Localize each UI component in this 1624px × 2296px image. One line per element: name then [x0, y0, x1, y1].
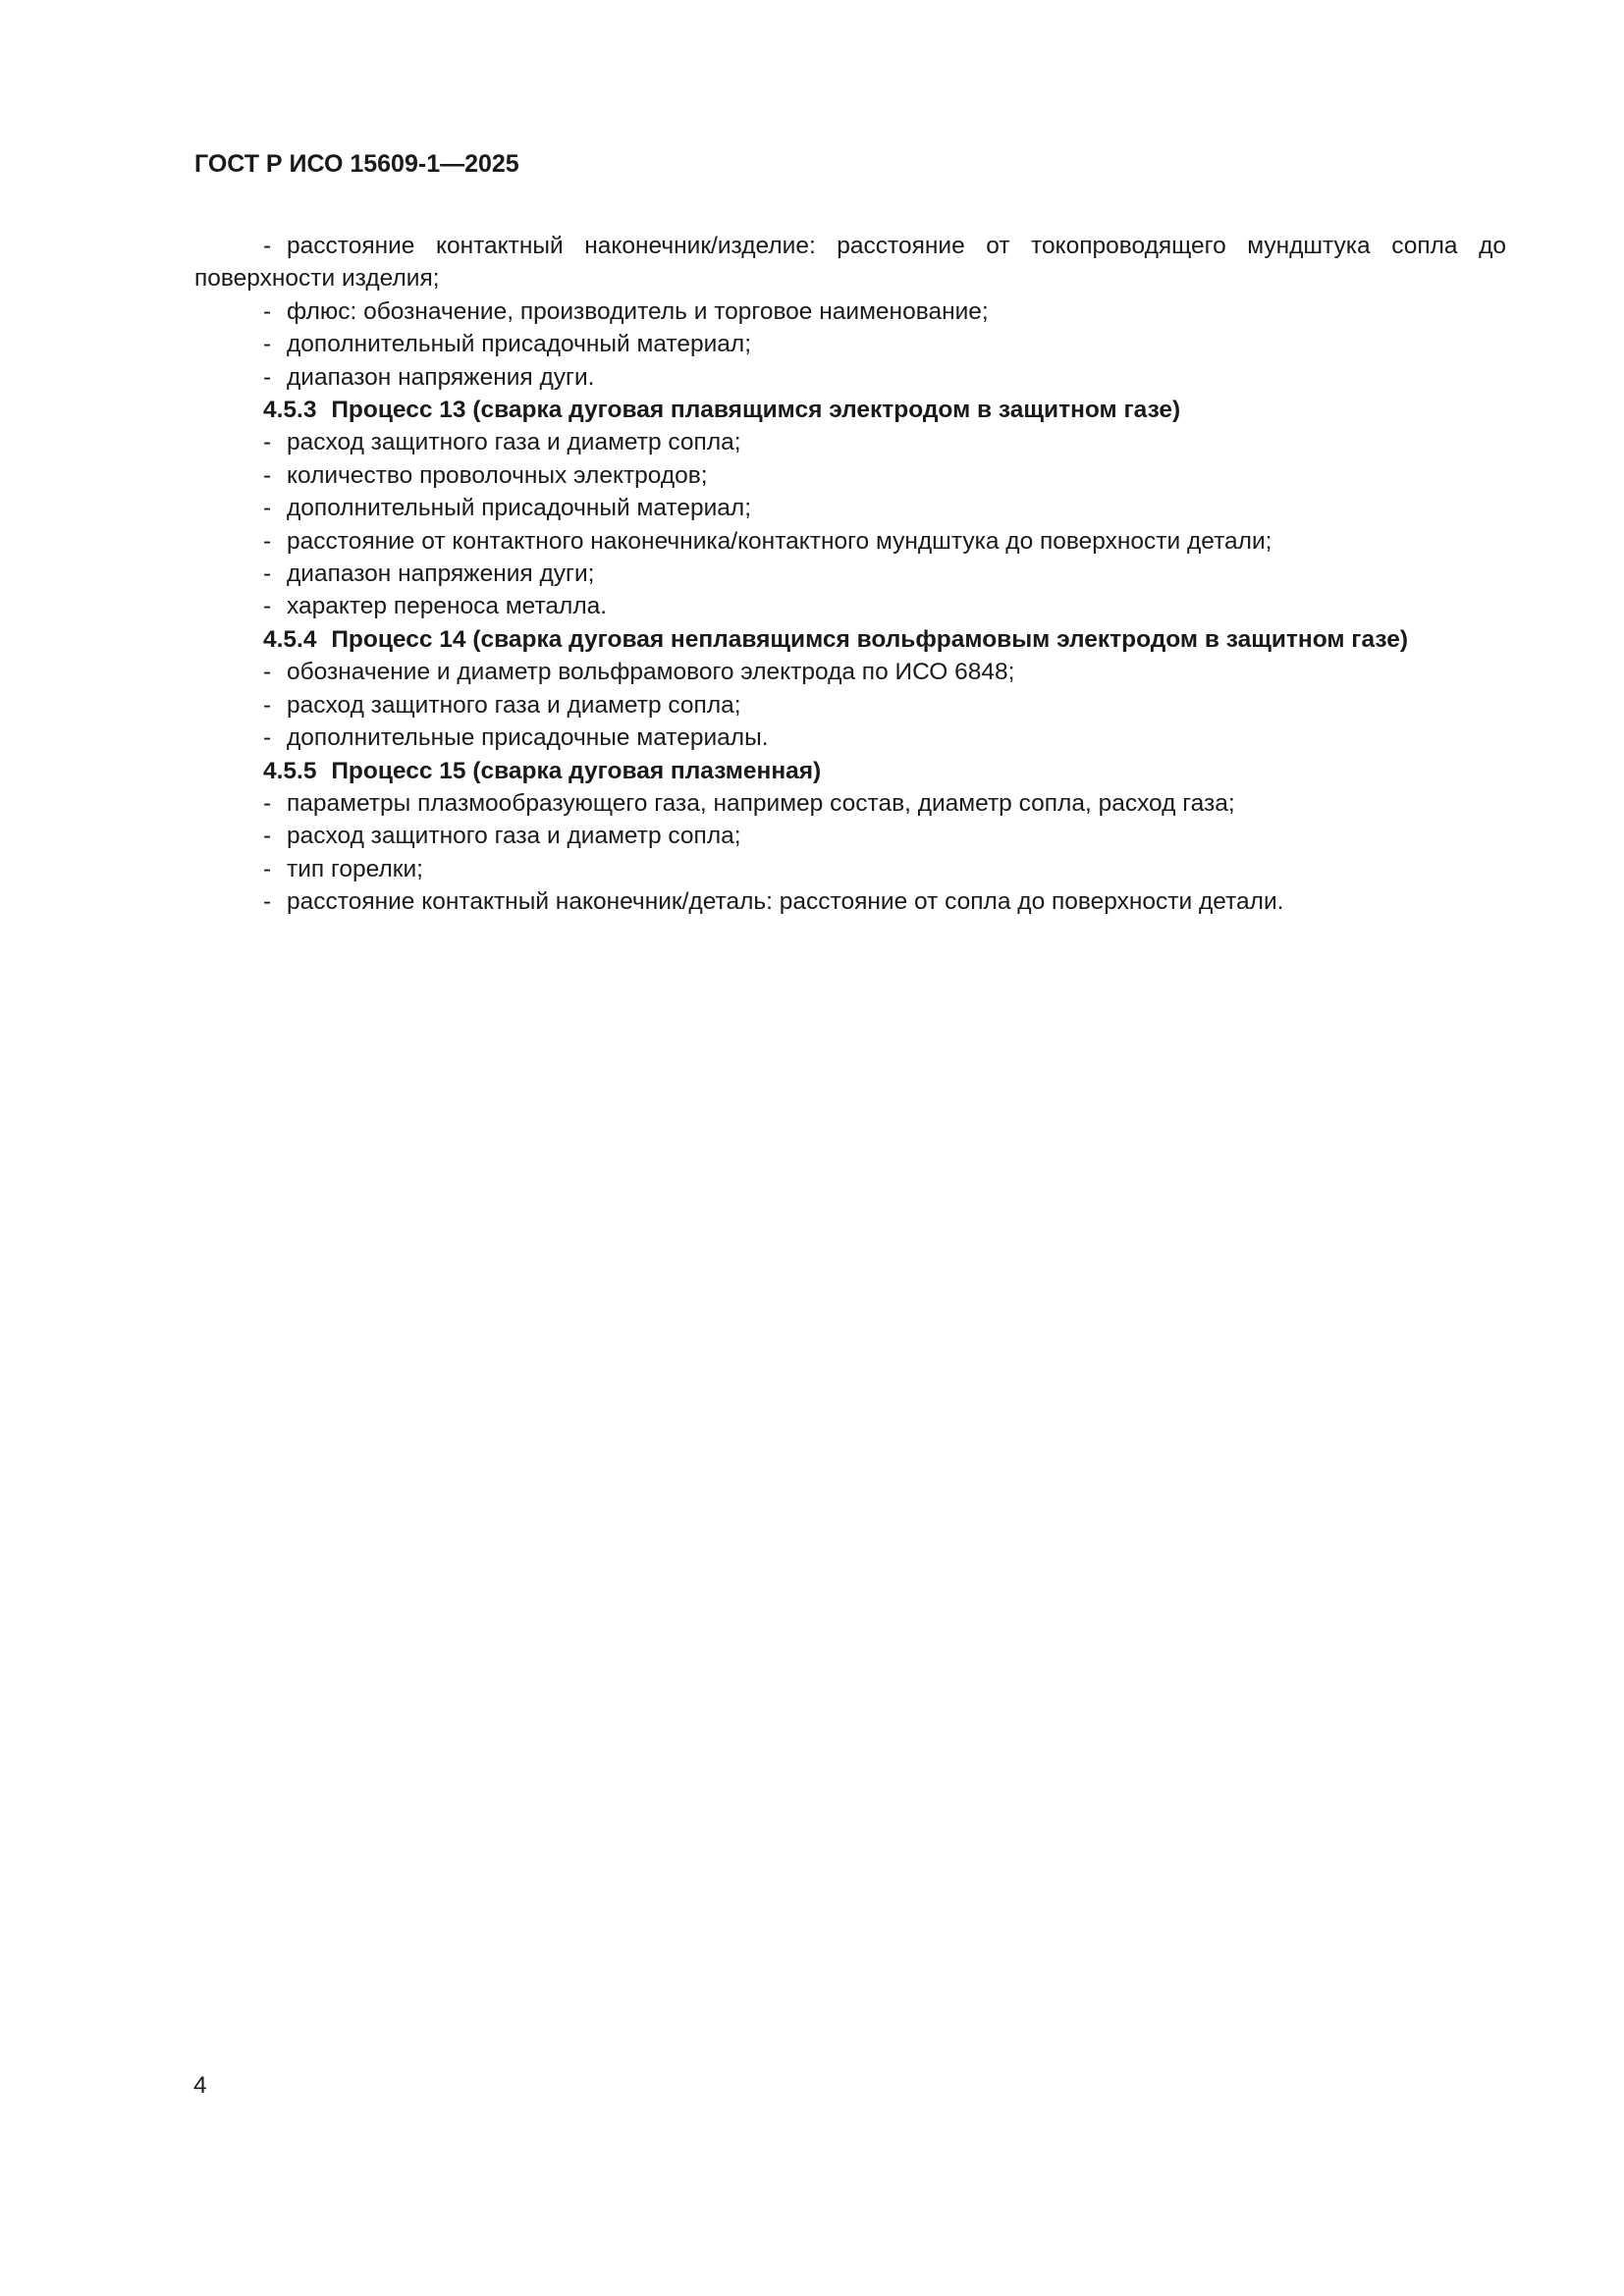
list-item	[194, 689, 1506, 721]
list-item	[194, 885, 1506, 918]
list-dash: -	[263, 495, 272, 522]
list-dash: -	[263, 461, 272, 489]
list-dash: -	[263, 233, 272, 259]
list-item-text: расход защитного газа и диаметр сопла;	[287, 823, 741, 850]
section-number: 4.5.5	[263, 757, 317, 784]
list-item-text: обозначение и диаметр вольфрамового электрода по ИСО 6848;	[287, 659, 1015, 686]
list-item-wrapped	[194, 230, 1506, 295]
list-dash: -	[263, 593, 272, 620]
list-item	[194, 558, 1506, 590]
list-dash: -	[263, 789, 272, 817]
section-title: Процесс 14 (сварка дуговая неплавящимся вольфрамовым электродом в защитном газе)	[331, 625, 1409, 653]
list-dash: -	[263, 429, 272, 456]
list-item-text: расстояние контактный наконечник/деталь: расстояние от сопла до поверхности детали.	[287, 888, 1284, 916]
section-heading-4-5-3	[194, 394, 1506, 426]
list-item-text: характер переноса металла.	[287, 593, 608, 620]
list-dash: -	[263, 659, 272, 686]
section-heading-4-5-4	[194, 623, 1506, 656]
list-dash: -	[263, 561, 272, 588]
list-item-text: дополнительный присадочный материал;	[287, 495, 752, 522]
list-item	[194, 721, 1506, 754]
list-item-text: расстояние контактный наконечник/изделие: расстояние от токопроводящего мундштука сопла до поверхности изделия;	[194, 233, 1506, 293]
list-item-text: дополнительные присадочные материалы.	[287, 724, 769, 752]
list-dash: -	[263, 297, 272, 325]
list-dash: -	[263, 724, 272, 752]
section-heading-4-5-5	[194, 755, 1506, 787]
section-number: 4.5.3	[263, 397, 317, 424]
list-item-text: диапазон напряжения дуги;	[287, 561, 595, 588]
list-item	[194, 853, 1506, 885]
list-dash: -	[263, 331, 272, 358]
list-dash: -	[263, 855, 272, 882]
document-body	[194, 230, 1506, 919]
list-item-text: флюс: обозначение, производитель и торговое наименование;	[287, 297, 989, 325]
document-header: ГОСТ Р ИСО 15609-1—2025	[194, 150, 519, 178]
list-item	[194, 328, 1506, 360]
list-item	[194, 426, 1506, 458]
list-item	[194, 590, 1506, 622]
list-item-text: диапазон напряжения дуги.	[287, 363, 595, 391]
list-dash: -	[263, 888, 272, 916]
list-dash: -	[263, 527, 272, 555]
list-item	[194, 295, 1506, 328]
list-dash: -	[263, 363, 272, 391]
section-title: Процесс 13 (сварка дуговая плавящимся электродом в защитном газе)	[331, 397, 1181, 424]
list-dash: -	[263, 691, 272, 719]
list-item-text: тип горелки;	[287, 855, 423, 882]
list-item	[194, 525, 1506, 558]
list-item-text: количество проволочных электродов;	[287, 461, 708, 489]
list-item	[194, 459, 1506, 492]
list-item-text: дополнительный присадочный материал;	[287, 331, 752, 358]
list-item-text: расстояние от контактного наконечника/контактного мундштука до поверхности детали;	[287, 527, 1272, 555]
section-number: 4.5.4	[263, 625, 317, 653]
list-item-text: параметры плазмообразующего газа, например состав, диаметр сопла, расход газа;	[287, 789, 1235, 817]
list-item	[194, 361, 1506, 394]
list-item	[194, 492, 1506, 524]
section-title: Процесс 15 (сварка дуговая плазменная)	[331, 757, 822, 784]
page-number: 4	[193, 2072, 207, 2099]
list-item	[194, 787, 1506, 820]
list-item-text: расход защитного газа и диаметр сопла;	[287, 429, 741, 456]
list-item	[194, 820, 1506, 852]
list-dash: -	[263, 823, 272, 850]
list-item-text: расход защитного газа и диаметр сопла;	[287, 691, 741, 719]
list-item	[194, 656, 1506, 688]
